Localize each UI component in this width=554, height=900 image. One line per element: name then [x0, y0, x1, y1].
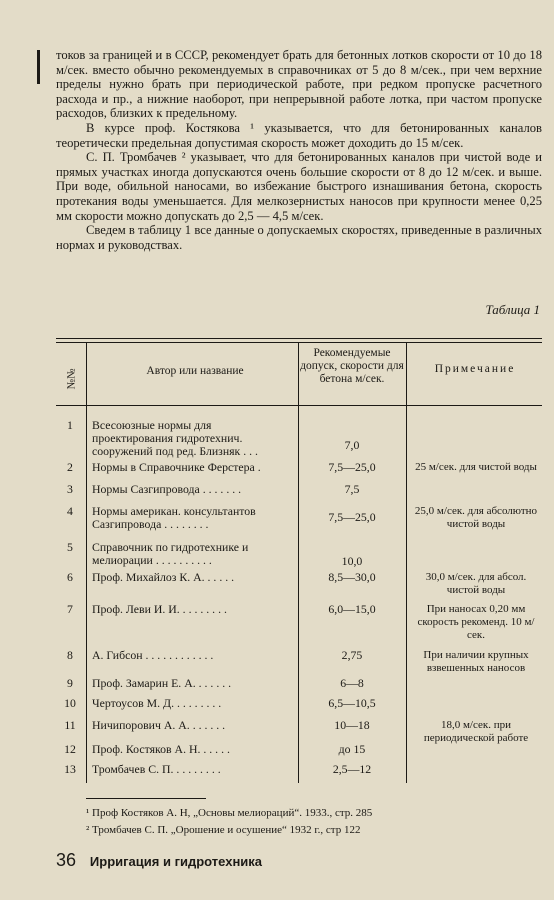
row-author: Справочник по гидротехнике и мелиорации . . . . . . . . . .	[92, 540, 249, 567]
row-author: Проф. Михайлоз К. А. . . . . .	[92, 570, 235, 584]
header-note: Примечание	[434, 363, 516, 375]
header-author: Автор или название	[146, 365, 244, 377]
table-rule	[56, 338, 542, 339]
row-speed: 8,5—30,0	[328, 570, 376, 584]
table-divider	[86, 342, 87, 783]
speed-table	[56, 333, 542, 783]
paragraph-1: токов за границей и в СССР, рекомендует брать для бетонных лотков скорости от 10 до 18 м/сек. вместо обычно рекомендуемых в справочниках от 5 до 8 м/сек., при чем верхние пределы нужно брать при периодической работе, при редком пропуске расчетного расхода и пр., а нижние наоборот, при непрерывной работе лотка, при частом пропуске расходов, близких к предельному.	[56, 48, 542, 121]
page-number: 36	[56, 850, 77, 870]
row-note: 25,0 м/сек. для абсолютно чистой воды	[414, 505, 538, 530]
journal-title: Ирригация и гидротехника	[89, 854, 263, 869]
table-divider	[406, 342, 407, 783]
paragraph-3: С. П. Тромбачев ² указывает, что для бетонированных каналов при чистой воде и прямых участках иногда допускаются очень большие скорости от 8 до 12 м/сек. и выше. При воде, обильной наносами, во избежание быстрого изнашивания бетона, скорость протекания воды уменьшается. Для мелкозернистых наносов при крупности менее 0,25 мм скорости можно допускать до 2,5 — 4,5 м/сек.	[56, 150, 542, 223]
row-number: 4	[67, 504, 73, 518]
row-number: 1	[67, 418, 73, 432]
row-speed: 7,5	[344, 482, 360, 496]
row-author: Ничипорович А. А. . . . . . .	[92, 718, 226, 732]
row-speed: 2,75	[341, 648, 363, 662]
row-author: А. Гибсон . . . . . . . . . . . .	[92, 648, 214, 662]
row-author: Проф. Замарин Е. А. . . . . . .	[92, 676, 232, 690]
row-number: 7	[67, 602, 73, 616]
row-number: 12	[64, 742, 76, 756]
row-speed: 7,5—25,0	[328, 460, 376, 474]
row-number: 5	[67, 540, 73, 554]
row-author: Тромбачев С. П. . . . . . . . .	[92, 762, 221, 776]
row-speed: 7,5—25,0	[328, 510, 376, 524]
header-num: №№	[65, 368, 77, 390]
footnote-1: ¹ Проф Костяков А. Н, „Основы мелиораций“. 1933., стр. 285	[86, 807, 373, 819]
row-note: При наличии крупных взвешенных наносов	[423, 649, 529, 674]
row-note: 25 м/сек. для чистой воды	[415, 461, 537, 473]
footnotes	[86, 805, 372, 839]
page-footer	[56, 850, 262, 871]
row-author: Нормы в Справочнике Ферстера .	[92, 460, 261, 474]
row-author: Нормы америкaн. консультантов Сазгипровода . . . . . . . .	[92, 504, 256, 531]
row-note: 30,0 м/сек. для абсол. чистой воды	[425, 571, 527, 596]
row-speed: до 15	[338, 742, 366, 756]
row-number: 3	[67, 482, 73, 496]
row-author: Чертоусов М. Д. . . . . . . . .	[92, 696, 222, 710]
row-speed: 2,5—12	[332, 762, 372, 776]
row-speed: 10,0	[341, 554, 363, 568]
row-number: 2	[67, 460, 73, 474]
row-speed: 6—8	[340, 676, 364, 690]
table-divider	[298, 342, 299, 783]
row-number: 13	[64, 762, 76, 776]
table-rule	[56, 342, 542, 343]
row-number: 10	[64, 696, 76, 710]
row-author: Проф. Леви И. И. . . . . . . . .	[92, 602, 227, 616]
paragraph-2: В курсе проф. Костякова ¹ указывается, что для бетонированных каналов теоретически предельная допустимая скорость может доходить до 15 м/сек.	[56, 120, 542, 150]
row-author: Проф. Костяков А. Н. . . . . .	[92, 742, 230, 756]
table-caption: Таблица 1	[485, 302, 540, 317]
body-text	[56, 48, 542, 252]
row-number: 6	[67, 570, 73, 584]
row-speed: 6,5—10,5	[328, 696, 376, 710]
row-speed: 7,0	[344, 438, 360, 452]
row-note: При наносах 0,20 мм скорость рекоменд. 10 м/сек.	[417, 603, 535, 641]
row-number: 9	[67, 676, 73, 690]
margin-bar	[37, 50, 40, 84]
footnote-2: ² Тромбачев С. П. „Орошение и осушение“ 1932 г., стр 122	[86, 824, 361, 836]
row-number: 8	[67, 648, 73, 662]
row-author: Всесоюзные нормы для проектирования гидротехнич. сооружений под ред. Близняк . . .	[92, 418, 258, 458]
footnote-rule	[86, 798, 206, 799]
row-speed: 6,0—15,0	[328, 602, 376, 616]
row-note: 18,0 м/сек. при периодической работе	[423, 719, 529, 744]
row-number: 11	[64, 718, 76, 732]
table-rule	[56, 405, 542, 406]
paragraph-4: Сведем в таблицу 1 все данные о допускаемых скоростях, приведенные в различных нормах и руководствах.	[56, 223, 542, 252]
row-author: Нормы Сазгипровода . . . . . . .	[92, 482, 242, 496]
row-speed: 10—18	[334, 718, 370, 732]
header-speed: Рекомендуемые допуск, скорости для бетона м/сек.	[300, 347, 404, 385]
